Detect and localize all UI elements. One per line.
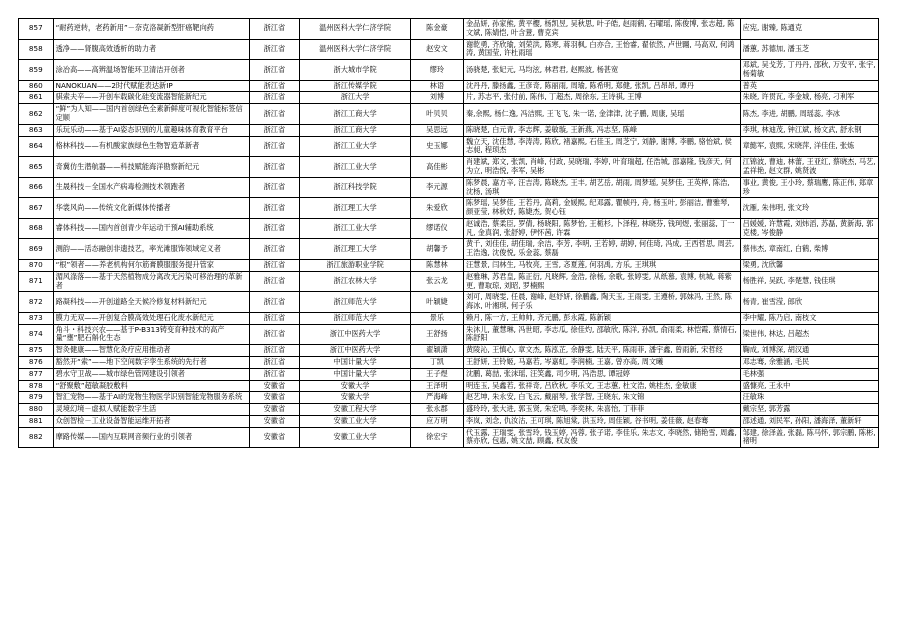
cell-leader: 朱爱欣	[410, 198, 463, 219]
cell-members: 代玉露, 王瑞雯, 张雪玲, 钱玉婷, 冯蓉, 张子诺, 李佳乐, 朱志文, 李晓然, 储艳雪, 周鑫, 蔡亦欣, 包惠, 姚文喆, 顾鑫, 权友俊	[463, 427, 740, 448]
cell-title: 乐玩乐动——基于AI姿态识别的儿童趣味体育教育平台	[53, 124, 249, 136]
cell-leader: 高佳彬	[410, 157, 463, 178]
cell-title: 众创智检－工业设备智能运维开拓者	[53, 415, 249, 427]
table-row	[19, 157, 879, 178]
cell-organization: 浙江工商大学	[300, 124, 411, 136]
cell-advisors: 蔡伟杰, 章南红, 白鹤, 柴博	[740, 239, 878, 260]
table-row	[19, 104, 879, 125]
cell-province: 安徽省	[249, 380, 300, 392]
cell-organization: 浙江中医药大学	[300, 324, 411, 345]
cell-leader: 王舒扬	[410, 324, 463, 345]
cell-leader: 李元源	[410, 177, 463, 198]
table-row	[19, 392, 879, 404]
cell-no: 859	[19, 60, 54, 81]
cell-organization: 安徽工程大学	[300, 404, 411, 416]
cell-title: 涂冶高——高辨温场智能环卫清洁开创者	[53, 60, 249, 81]
cell-advisors: 陈杰, 李进, 胡鹏, 周瑶蕊, 李冰	[740, 104, 878, 125]
cell-no: 862	[19, 104, 54, 125]
cell-title: 膜力无双——开创复合膜高效处理石化废水新纪元	[53, 312, 249, 324]
cell-province: 浙江省	[249, 312, 300, 324]
cell-advisors: 邓斌, 吴戈芳, 丁丹丹, 邵秋, 万安平, 张宇, 杨菊敏	[740, 60, 878, 81]
cell-members: 黄陵沁, 王慎心, 章文杰, 陈泓芷, 余静雯, 陆天平, 陈雨菲, 潘宇鑫, 曾雨新, 宋哲经	[463, 345, 740, 357]
cell-advisors: 江锦波, 曹迪, 林蕾, 王亚红, 蔡晓杰, 马艺, 孟祥艳, 赵文群, 姚贤波	[740, 157, 878, 178]
cell-no: 880	[19, 404, 54, 416]
table-row	[19, 427, 879, 448]
cell-province: 浙江省	[249, 239, 300, 260]
cell-province: 安徽省	[249, 427, 300, 448]
cell-leader: 赵安文	[410, 39, 463, 60]
cell-province: 安徽省	[249, 392, 300, 404]
table-row	[19, 19, 879, 40]
cell-members: 明连玉, 吴鑫若, 张祥奇, 吕欣秋, 李乐文, 王志蕙, 杜文浩, 姚桂杰, 金敏康	[463, 380, 740, 392]
cell-title: 路凝科技——开创道路全天候冷修复材料新纪元	[53, 292, 249, 313]
cell-no: 858	[19, 39, 54, 60]
cell-title: “耐药逆转，老药新用”－奈克洛凝新型肝癌靶向药	[53, 19, 249, 40]
cell-leader: 王子煜	[410, 368, 463, 380]
cell-province: 浙江省	[249, 368, 300, 380]
cell-no: 876	[19, 357, 54, 369]
cell-members: 汤骁楚, 张妃元, 马均泫, 林君君, 赵熙波, 杨甚宽	[463, 60, 740, 81]
cell-advisors: 吕媛媛, 许慧霞, 刘炜滔, 苏磊, 黄新海, 郭克楼, 岑俊静	[740, 218, 878, 239]
cell-organization: 浙江传媒学院	[300, 80, 411, 92]
cell-advisors: 邹建, 徐泽盖, 张磊, 陈马怀, 郭宗鹏, 陈彬, 褚明	[740, 427, 878, 448]
cell-advisors: 梁世伟, 林达, 吕超杰	[740, 324, 878, 345]
cell-leader: 吴思远	[410, 124, 463, 136]
cell-title: 智汇宠物——基于AI的宠物生物医学识别智能宠物服务系统	[53, 392, 249, 404]
cell-title: “舒聚敷”超敏凝胶敷料	[53, 380, 249, 392]
cell-province: 浙江省	[249, 19, 300, 40]
table-row	[19, 357, 879, 369]
table-row	[19, 312, 879, 324]
table-row	[19, 415, 879, 427]
cell-no: 872	[19, 292, 54, 313]
cell-members: 李岚, 刘念, 仇汝沽, 王可琪, 陈旭棠, 洪玉玲, 周佳颖, 谷书明, 姜佳薇, 赵春骞	[463, 415, 740, 427]
cell-members: 陈晓楚, 白元青, 李志辉, 姜敏璇, 王新燕, 冯志坚, 陈峰	[463, 124, 740, 136]
cell-advisors: 鞠成, 刘博深, 胡汉通	[740, 345, 878, 357]
cell-leader: 丁凯	[410, 357, 463, 369]
cell-organization: 浙江大学	[300, 92, 411, 104]
cell-no: 866	[19, 177, 54, 198]
cell-leader: 翟颖潇	[410, 345, 463, 357]
cell-advisors: 邵述通, 刘民军, 孙阳, 潘海泽, 董新轩	[740, 415, 878, 427]
cell-no: 863	[19, 124, 54, 136]
cell-advisors: 汪敏珠	[740, 392, 878, 404]
cell-advisors: 应宪, 谢臻, 陈通克	[740, 19, 878, 40]
table-row	[19, 404, 879, 416]
cell-organization: 中国计量大学	[300, 368, 411, 380]
cell-province: 浙江省	[249, 124, 300, 136]
table-row	[19, 198, 879, 219]
cell-advisors: 梁勇, 沈欣馨	[740, 259, 878, 271]
table-row	[19, 271, 879, 292]
cell-no: 860	[19, 80, 54, 92]
cell-province: 浙江省	[249, 80, 300, 92]
cell-members: 秦,余熙, 杨仁逸, 冯洁熙, 王飞飞, 朱一诺, 金津津, 沈子鹏, 周康, 吴瑶	[463, 104, 740, 125]
cell-members: 魏立天, 沈佳慧, 李涛涛, 陈欣, 褚嘉熙, 石佳玉, 周芝宁, 刘静, 谢博, 李鹏, 骆怡斌, 侯志昶, 程顼杰	[463, 136, 740, 157]
cell-members: 黄千, 刘佳佳, 胡佳瑞, 余洁, 李芳, 李明, 王若婷, 胡婷, 何佳琦, 冯成, 王西哲思, 周芸, 王浩逸, 沈俊悦, 乐金蕊, 蔡磊	[463, 239, 740, 260]
cell-leader: 刘博	[410, 92, 463, 104]
cell-province: 浙江省	[249, 345, 300, 357]
cell-members: 盛玲玲, 张大进, 郭玉贤, 朱宏鸣, 李奕林, 朱喜怡, 丁菲菲	[463, 404, 740, 416]
cell-title: 生晟科技－全国水产病毒检测技术领跑者	[53, 177, 249, 198]
cell-organization: 浙江旅游职业学院	[300, 259, 411, 271]
table-row	[19, 345, 879, 357]
cell-advisors: 章懿军, 袁熙, 宋晓萍, 洋佳佳, 张炼	[740, 136, 878, 157]
cell-province: 浙江省	[249, 218, 300, 239]
cell-advisors: 沈雁, 朱伟明, 张文玲	[740, 198, 878, 219]
cell-members: 赖月, 陈一方, 王帅帅, 齐元鹏, 彭永霞, 陈新颖	[463, 312, 740, 324]
cell-members: 陈梦晨, 嘉方辛, 汪吉涛, 陈晓杰, 王丰, 胡艺岳, 胡雨, 周梦瑶, 吴梦佳, 王英桦, 陈浩, 沈杨, 汤琪	[463, 177, 740, 198]
cell-title: 摩路传媒——国内互联网音频行业的引领者	[53, 427, 249, 448]
cell-no: 864	[19, 136, 54, 157]
cell-members: 刘可, 周晓雯, 任晨, 谢峰, 赵妤妍, 徐鹏鑫, 陶天玉, 王雨雯, 王遵桥, 郭妹冯, 王然, 陈海冰, 叶湘琪, 何子乐	[463, 292, 740, 313]
cell-province: 安徽省	[249, 415, 300, 427]
cell-no: 861	[19, 92, 54, 104]
cell-leader: 陈金豪	[410, 19, 463, 40]
cell-organization: 浙江科技学院	[300, 177, 411, 198]
cell-province: 安徽省	[249, 404, 300, 416]
cell-title: 湄风涤落——基于天然植物成分离改无污染可移治理的革新者	[53, 271, 249, 292]
cell-no: 875	[19, 345, 54, 357]
cell-organization: 安徽工业大学	[300, 415, 411, 427]
cell-members: 沈鹏, 葛喆, 张沫瑶, 汪笑鑫, 司少明, 冯浩思, 谭冠婷	[463, 368, 740, 380]
cell-no: 871	[19, 271, 54, 292]
cell-organization: 浙江师范大学	[300, 292, 411, 313]
table-row	[19, 239, 879, 260]
cell-organization: 浙江师范大学	[300, 312, 411, 324]
cell-members: 朱沐儿, 董慧琳, 冯世昭, 李志瓜, 徐佳灼, 邵敏欣, 陈洋, 孙凯, 俞雨柔, 林恺霞, 蔡情石, 陈舒阳	[463, 324, 740, 345]
cell-organization: 安徽大学	[300, 380, 411, 392]
cell-no: 877	[19, 368, 54, 380]
table-row	[19, 124, 879, 136]
cell-title: 格林科技——有机酸家族绿色生物智造革新者	[53, 136, 249, 157]
cell-no: 867	[19, 198, 54, 219]
cell-leader: 王泽明	[410, 380, 463, 392]
cell-advisors: 毛林强	[740, 368, 878, 380]
cell-province: 浙江省	[249, 259, 300, 271]
cell-advisors: 朱晓, 许贯瓦, 李金城, 杨亮, 刁利军	[740, 92, 878, 104]
cell-province: 浙江省	[249, 104, 300, 125]
cell-members: 赵雅琳, 苏君皇, 陈正衍, 凡晓辉, 金浩, 徐杨, 余歌, 张婷雯, 从纸慕, 袁博, 杭城, 蒋紫更, 曹取琼, 刘昭, 罗楠熙	[463, 271, 740, 292]
cell-no: 874	[19, 324, 54, 345]
cell-no: 879	[19, 392, 54, 404]
cell-members: 陈梦瑶, 吴梦佳, 王若丹, 高莉, 金媛熙, 纪邓露, 瞿帧丹, 舟, 杨玉叶, 彭丽洁, 曹雅琴, 颜亚莹, 林秋妤, 陈婕杰, 贺心钰	[463, 198, 740, 219]
cell-title: 智灸健康——智慧化灸疗应用推动者	[53, 345, 249, 357]
cell-no: 882	[19, 427, 54, 448]
table-row	[19, 92, 879, 104]
cell-no: 881	[19, 415, 54, 427]
cell-leader: 徐宏宇	[410, 427, 463, 448]
cell-organization: 浙江中医药大学	[300, 345, 411, 357]
cell-leader: 景乐	[410, 312, 463, 324]
cell-organization: 中国计量大学	[300, 357, 411, 369]
cell-organization: 浙江理工大学	[300, 198, 411, 219]
cell-members: 片, 苏志平, 张付前, 陈伟, 丁超杰, 周徐东, 王诗祺, 王博	[463, 92, 740, 104]
cell-leader: 陈慧林	[410, 259, 463, 271]
cell-members: 肖建斌, 郑文, 张凯, 肖峰, 付政, 吴晓瑞, 李婷, 叶育瑞超, 任浩城, 邵嘉隆, 钱彦天, 何为立, 明浩悦, 李军, 吴彬	[463, 157, 740, 178]
cell-members: 金品妍, 孙家熊, 黄平樱, 杨凯昱, 吴秋思, 叶子皓, 赵雨鹤, 石曜瑶, 陈俊博, 张志超, 陈文斌, 陈婧恺, 叶含薏, 曹克宾	[463, 19, 740, 40]
cell-title: NANOKUAN——2时代赋能表达新IP	[53, 80, 249, 92]
table-row	[19, 136, 879, 157]
cell-leader: 张永郡	[410, 404, 463, 416]
cell-title: 豁然开“索”——地下空间数字孪生系统的先行者	[53, 357, 249, 369]
cell-province: 浙江省	[249, 60, 300, 81]
cell-organization: 浙江工商大学	[300, 104, 411, 125]
cell-organization: 浙江农林大学	[300, 271, 411, 292]
cell-leader: 叶颖婕	[410, 292, 463, 313]
cell-advisors: 普英	[740, 80, 878, 92]
table-body	[19, 19, 879, 448]
table-row	[19, 39, 879, 60]
cell-leader: 林语	[410, 80, 463, 92]
cell-leader: 严海峰	[410, 392, 463, 404]
cell-advisors: 邓志骞, 余雅涵, 毛民	[740, 357, 878, 369]
cell-no: 868	[19, 218, 54, 239]
cell-leader: 胡馨予	[410, 239, 463, 260]
cell-organization: 浙大城市学院	[300, 60, 411, 81]
cell-advisors: 事业, 黄俊, 王小玲, 蔡瑞鹰, 陈正伟, 郑章珍	[740, 177, 878, 198]
cell-no: 873	[19, 312, 54, 324]
cell-no: 857	[19, 19, 54, 40]
cell-organization: 浙江工业大学	[300, 136, 411, 157]
cell-leader: 缪诺仪	[410, 218, 463, 239]
cell-province: 浙江省	[249, 157, 300, 178]
cell-leader: 史玉娜	[410, 136, 463, 157]
cell-members: 赵艺坤, 朱永安, 白飞云, 戴丽琴, 张学智, 王晓东, 朱文锦	[463, 392, 740, 404]
cell-advisors: 潘蕙, 苏德加, 潘玉芝	[740, 39, 878, 60]
cell-advisors: 李中耀, 陈乃启, 南枝文	[740, 312, 878, 324]
cell-title: 骐索夫辛——开创车载碳化硅变流器智能新纪元	[53, 92, 249, 104]
cell-advisors: 盛慷亮, 王永中	[740, 380, 878, 392]
cell-organization: 温州医科大学仁济学院	[300, 39, 411, 60]
cell-title: 灵境幻境－虚拟人赋能数字生活	[53, 404, 249, 416]
cell-organization: 温州医科大学仁济学院	[300, 19, 411, 40]
cell-organization: 浙江工业大学	[300, 157, 411, 178]
cell-leader: 应万明	[410, 415, 463, 427]
project-table	[18, 18, 879, 448]
cell-no: 878	[19, 380, 54, 392]
cell-advisors: 戴宗坚, 郭芳露	[740, 404, 878, 416]
cell-province: 浙江省	[249, 177, 300, 198]
cell-members: 赵诚浩, 蔡柔臣, 罗倩, 杨晓阳, 陈梦怡, 王栀杉, 卜泽程, 林晓芬, 钱珂煜, 张丽蕊, 丁一凡, 金真润, 张舒婷, 伊怀茜, 许霖	[463, 218, 740, 239]
cell-members: 王舒妍, 王铃姬, 马嘉若, 岑嘉虹, 李润楠, 王嘉, 曾亦高, 周文曦	[463, 357, 740, 369]
cell-title: “根”领者——养老机构何尔筋膏膜服服务提升管家	[53, 259, 249, 271]
cell-province: 浙江省	[249, 324, 300, 345]
cell-no: 865	[19, 157, 54, 178]
cell-leader: 张云龙	[410, 271, 463, 292]
cell-organization: 安徽大学	[300, 392, 411, 404]
cell-advisors: 杨胜祥, 吴跃, 李楚慧, 钱佳琪	[740, 271, 878, 292]
table-row	[19, 177, 879, 198]
cell-organization: 浙江理工大学	[300, 239, 411, 260]
cell-leader: 叶贝贝	[410, 104, 463, 125]
cell-no: 870	[19, 259, 54, 271]
cell-province: 浙江省	[249, 92, 300, 104]
cell-title: 睿体科技——国内首创青少年运动干预AI辅助系统	[53, 218, 249, 239]
cell-title: 透净——肾腹高效透析的助力者	[53, 39, 249, 60]
table-row	[19, 292, 879, 313]
cell-province: 浙江省	[249, 292, 300, 313]
cell-members: 谢乾勇, 齐欣瑜, 刘荣洪, 陈寒, 蒋羽枫, 白亦合, 王怡睿, 翟依然, 卢世翾, 马高双, 何鸿涛, 黄国莹, 许杜雨瑶	[463, 39, 740, 60]
cell-organization: 浙江工业大学	[300, 218, 411, 239]
table-row	[19, 380, 879, 392]
cell-title: 碧水守卫战——城市绿色管网建设引领者	[53, 368, 249, 380]
cell-title: 角斗・科技兴农——基于P-B313铸变育种技术的高产量“壅”肥石斛化生态	[53, 324, 249, 345]
cell-advisors: 杨青, 崔雪滢, 郎欣	[740, 292, 878, 313]
cell-no: 869	[19, 239, 54, 260]
cell-province: 浙江省	[249, 271, 300, 292]
cell-title: “鲜”为人知——国内首创绿色全素新鲜度可视化智能标签信定顺	[53, 104, 249, 125]
table-row	[19, 60, 879, 81]
table-row	[19, 218, 879, 239]
table-row	[19, 324, 879, 345]
table-row	[19, 368, 879, 380]
cell-title: 奇冀仿生潜航器——科技赋能海洋勘察新纪元	[53, 157, 249, 178]
cell-leader: 缪玲	[410, 60, 463, 81]
cell-advisors: 李琪, 林迪茂, 钟江斌, 杨文武, 舒永钢	[740, 124, 878, 136]
cell-province: 浙江省	[249, 357, 300, 369]
cell-members: 汪慧景, 闫林生, 马牧亮, 王雪, 忞夏莲, 何羽禹, 方乐, 王琪琪	[463, 259, 740, 271]
cell-members: 沈丹丹, 滕扬鑫, 王彦奇, 陈丽雨, 周瑜, 陈希明, 郑健, 张凯, 吕昂昂, 谭丹	[463, 80, 740, 92]
cell-province: 浙江省	[249, 136, 300, 157]
cell-title: 华裳风尚——传统文化新媒体传播者	[53, 198, 249, 219]
cell-organization: 安徽工业大学	[300, 427, 411, 448]
table-row	[19, 259, 879, 271]
cell-title: 测韵——活态融创非遗技艺，率光滩服饰领域定义者	[53, 239, 249, 260]
cell-province: 浙江省	[249, 198, 300, 219]
table-row	[19, 80, 879, 92]
cell-province: 浙江省	[249, 39, 300, 60]
